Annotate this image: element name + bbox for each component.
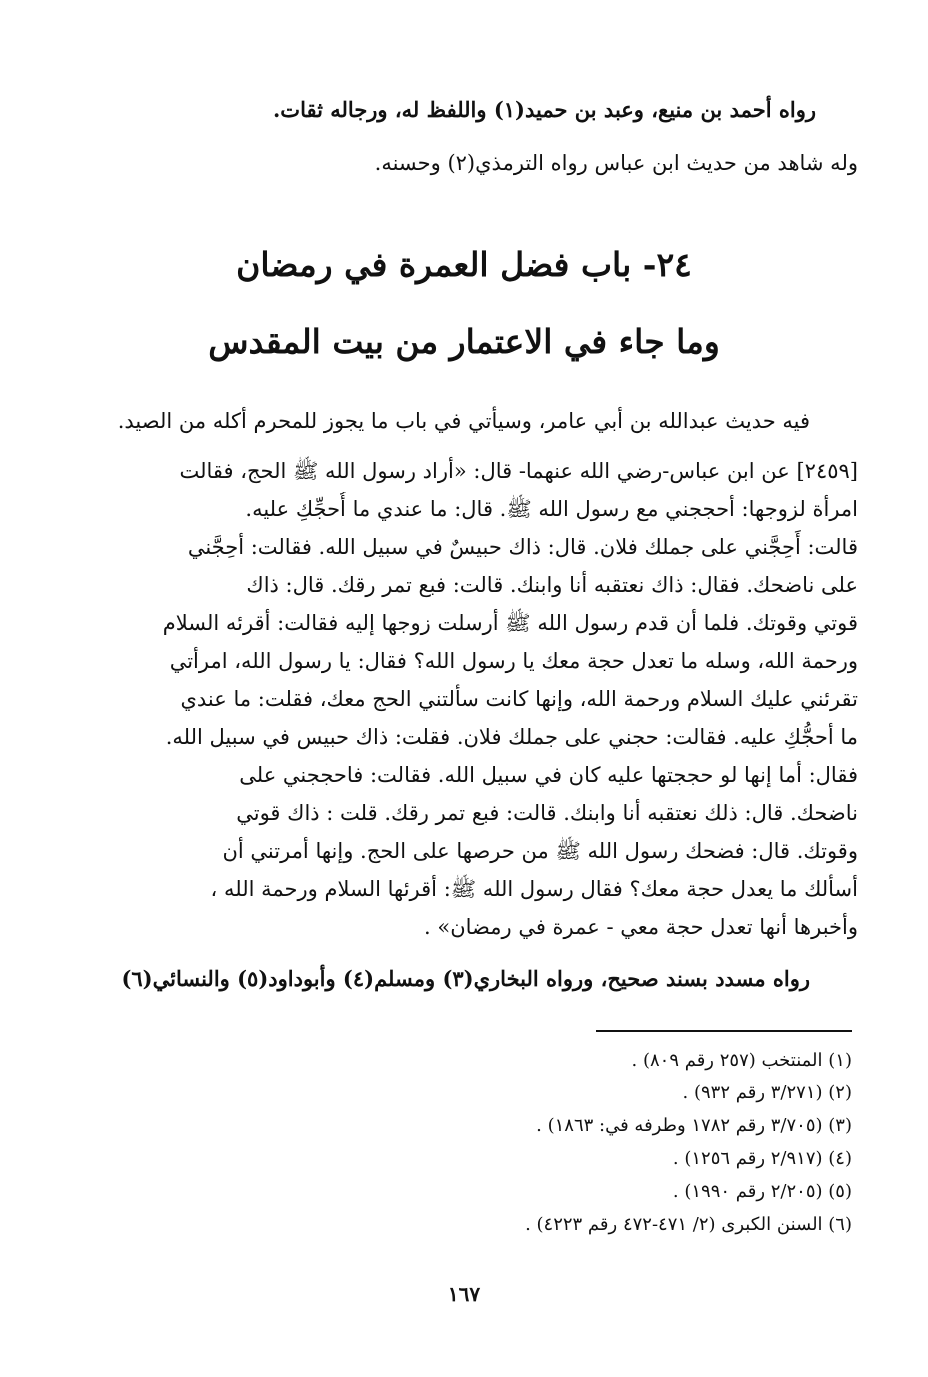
footnote-5: (٥) (٢/٢٠٥ رقم ١٩٩٠) .: [672, 1181, 852, 1202]
narration-line: رواه مسدد بسند صحيح، ورواه البخاري(٣) ومسلم(٤) وأبوداود(٥) والنسائي(٦): [121, 966, 810, 991]
footnote-1: (١) المنتخب (٢٥٧ رقم ٨٠٩) .: [631, 1050, 852, 1071]
hadith-line: امرأة لزوجها: أحججني مع رسول الله ﷺ. قال: ما عندي ما أُحجِّكِ عليه.: [245, 497, 858, 521]
hadith-line: ما أحجُّكِ عليه. فقالت: حجني على جملك فلان. فقلت: ذاك حبيس في سبيل الله.: [165, 725, 858, 749]
hadith-line: تقرئني عليك السلام ورحمة الله، وإنها كانت سألتني الحج معك، فقلت: ما عندي: [180, 687, 858, 711]
chapter-subtitle: وما جاء في الاعتمار من بيت المقدس: [208, 322, 720, 361]
hadith-line: وأخبرها أنها تعدل حجة معي - عمرة في رمضان» .: [424, 915, 858, 939]
footnote-2: (٢) (٣/٢٧١ رقم ٩٣٢) .: [682, 1082, 852, 1103]
footnote-divider: [596, 1030, 852, 1032]
chapter-title: ٢٤- باب فضل العمرة في رمضان: [236, 245, 692, 284]
body-line: فيه حديث عبدالله بن أبي عامر، وسيأتي في باب ما يجوز للمحرم أكله من الصيد.: [117, 409, 810, 433]
footnote-6: (٦) السنن الكبرى (٢/ ٤٧١-٤٧٢ رقم ٤٢٢٣) .: [525, 1214, 852, 1235]
hadith-line: [٢٤٥٩] عن ابن عباس-رضي الله عنهما- قال: «أراد رسول الله ﷺ الحج، فقالت: [179, 459, 858, 483]
hadith-line: ورحمة الله، وسله ما تعدل حجة معك يا رسول الله؟ فقال: يا رسول الله، امرأتي: [169, 649, 858, 673]
intro-line-2: وله شاهد من حديث ابن عباس رواه الترمذي(٢) وحسنه.: [374, 151, 858, 175]
hadith-line: قوتي وقوتك. فلما أن قدم رسول الله ﷺ أرسلت زوجها إليه فقالت: أقرئه السلام: [162, 611, 858, 635]
hadith-line: على ناضحك. فقال: ذاك نعتقبه أنا وابنك. قالت: فبع تمر رقك. قال: ذاك: [246, 573, 858, 597]
intro-line-1: رواه أحمد بن منيع، وعبد بن حميد(١) واللفظ له، ورجاله ثقات.: [273, 97, 816, 122]
hadith-line: أسألك ما يعدل حجة معك؟ فقال رسول الله ﷺ: أقرئها السلام ورحمة الله ،: [210, 877, 858, 901]
hadith-line: فقال: أما إنها لو حججتها عليه كان في سبيل الله. فقالت: فاحججني على: [239, 763, 858, 787]
footnote-4: (٤) (٢/٩١٧ رقم ١٢٥٦) .: [672, 1148, 852, 1169]
footnote-3: (٣) (٣/٧٠٥ رقم ١٧٨٢ وطرفه في: ١٨٦٣) .: [536, 1115, 852, 1136]
hadith-line: ناضحك. قال: ذلك نعتقبه أنا وابنك. قالت: فبع تمر رقك. قلت : ذاك قوتي: [236, 801, 858, 825]
hadith-line: وقوتك. قال: فضحك رسول الله ﷺ من حرصها على الحج. وإنها أمرتني أن: [222, 839, 858, 863]
hadith-line: قالت: أَحِجَّني على جملك فلان. قال: ذاك حبيسٌ في سبيل الله. فقالت: أحِجَّني: [187, 535, 858, 559]
page-number: ١٦٧: [447, 1282, 481, 1306]
